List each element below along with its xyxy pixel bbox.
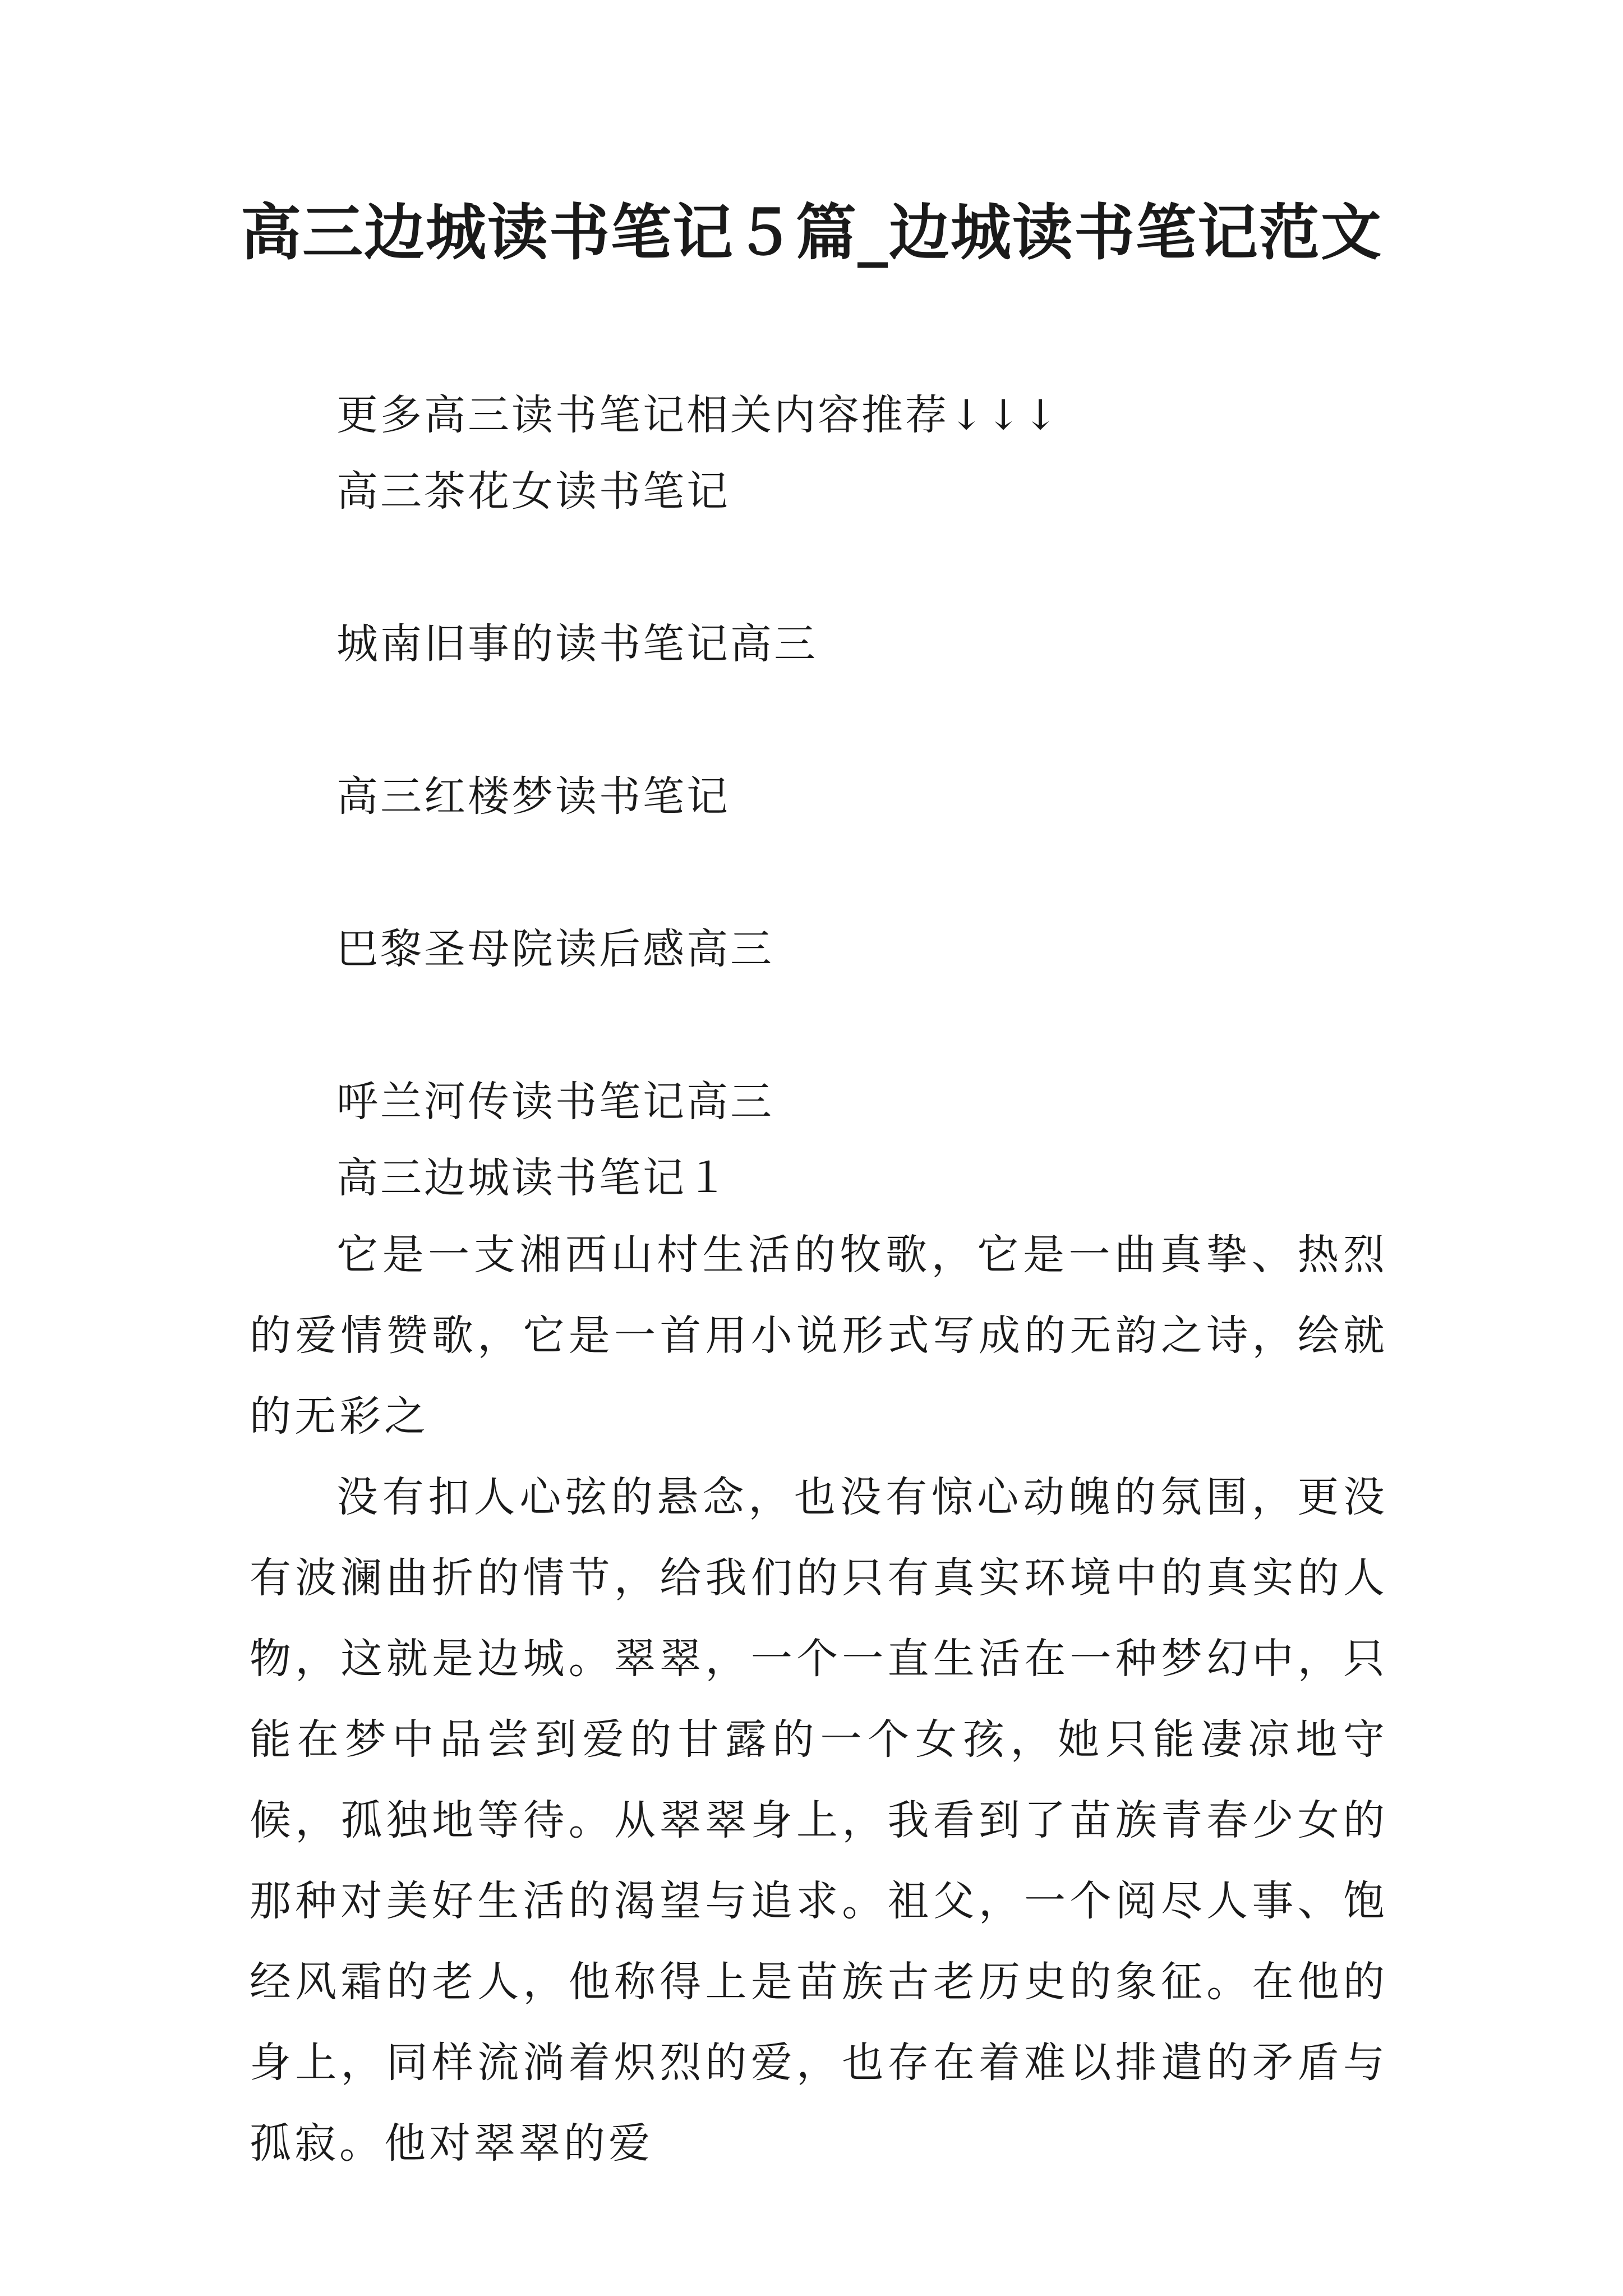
body-paragraph-2: 没有扣人心弦的悬念，也没有惊心动魄的氛围，更没有波澜曲折的情节，给我们的只有真实环境中的真实的人物，这就是边城。翠翠，一个一直生活在一种梦幻中，只能在梦中品尝到爱的甘露的一个女孩，她只能凄凉地守候，孤独地等待。从翠翠身上，我看到了苗族青春少女的那种对美好生活的渴望与追求。祖父，一个阅尽人事、饱经风霜的老人，他称得上是苗族古老历史的象征。在他的身上，同样流淌着炽烈的爱，也存在着难以排遣的矛盾与孤寂。他对翠翠的爱: [250, 1473, 1388, 2168]
section-heading: 高三边城读书笔记１: [336, 1154, 730, 1202]
recommend-link-4[interactable]: 巴黎圣母院读后感高三: [336, 925, 774, 973]
recommend-link-3[interactable]: 高三红楼梦读书笔记: [336, 772, 730, 821]
document-title: 高三边城读书笔记５篇_边城读书笔记范文: [240, 197, 1382, 268]
recommend-link-1[interactable]: 高三茶花女读书笔记: [336, 467, 730, 516]
body-paragraph-1: 它是一支湘西山村生活的牧歌，它是一曲真挚、热烈的爱情赞歌，它是一首用小说形式写成的无韵之诗，绘就的无彩之: [250, 1231, 1388, 1441]
recommend-link-2[interactable]: 城南旧事的读书笔记高三: [336, 620, 818, 668]
recommend-intro: 更多高三读书笔记相关内容推荐↓↓↓: [336, 391, 1061, 439]
recommend-link-5[interactable]: 呼兰河传读书笔记高三: [336, 1078, 774, 1126]
